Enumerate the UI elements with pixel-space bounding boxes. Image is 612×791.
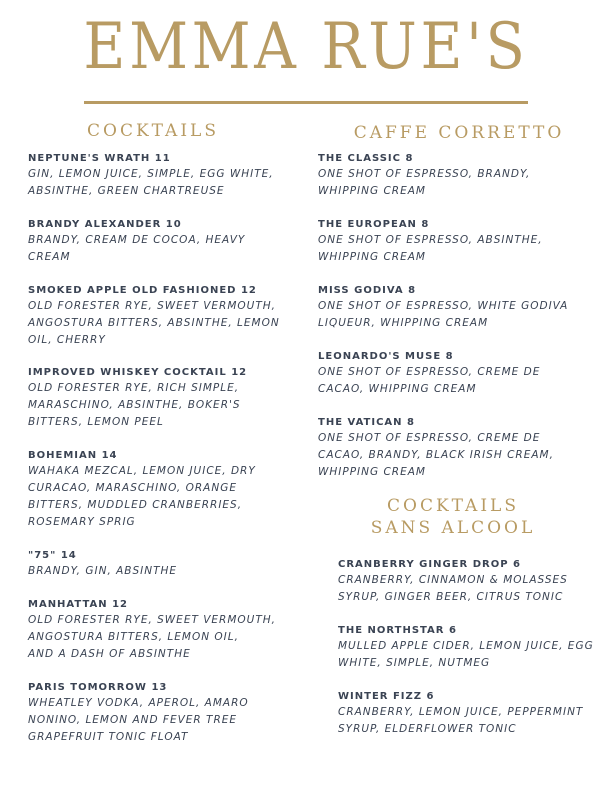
section-title-caffe-corretto: CAFFE CORRETTO: [353, 123, 565, 143]
menu-item: [28, 284, 280, 349]
menu-item: [338, 624, 594, 672]
item-name: MANHATTAN 12: [28, 599, 128, 610]
item-name: WINTER FIZZ 6: [338, 691, 435, 702]
item-description: CRANBERRY, CINNAMON & MOLASSES SYRUP, GINGER BEER, CITRUS TONIC: [338, 574, 568, 603]
item-description: ONE SHOT OF ESPRESSO, WHITE GODIVA LIQUEUR, WHIPPING CREAM: [318, 300, 569, 329]
item-description: GIN, LEMON JUICE, SIMPLE, EGG WHITE, ABSINTHE, GREEN CHARTREUSE: [28, 168, 274, 197]
item-name: SMOKED APPLE OLD FASHIONED 12: [28, 285, 257, 296]
item-name: BRANDY ALEXANDER 10: [28, 219, 182, 230]
section-title-cocktails: COCKTAILS: [87, 121, 219, 141]
item-description: OLD FORESTER RYE, SWEET VERMOUTH, ANGOSTURA BITTERS, ABSINTHE, LEMON OIL, CHERRY: [28, 300, 280, 346]
item-name: MISS GODIVA 8: [318, 285, 417, 296]
header-divider: [84, 101, 528, 104]
menu-item: [28, 598, 276, 663]
menu-item: [28, 449, 256, 531]
item-description: WAHAKA MEZCAL, LEMON JUICE, DRY CURACAO, MARASCHINO, ORANGE BITTERS, MUDDLED CRANBERRIES, ROSEMARY SPRIG: [28, 465, 256, 528]
item-description: CRANBERRY, LEMON JUICE, PEPPERMINT SYRUP, ELDERFLOWER TONIC: [338, 706, 584, 735]
item-name: IMPROVED WHISKEY COCKTAIL 12: [28, 367, 248, 378]
menu-item: [28, 218, 245, 266]
item-name: LEONARDO'S MUSE 8: [318, 351, 454, 362]
menu-item: [318, 218, 543, 266]
brand-logo: EMMA RUE'S: [83, 10, 529, 84]
item-name: "75" 14: [28, 550, 77, 561]
menu-item: [318, 284, 568, 332]
item-name: THE NORTHSTAR 6: [338, 625, 457, 636]
section-title-cocktails-sans-alcool: COCKTAILS SANS ALCOOL: [370, 496, 536, 538]
item-description: OLD FORESTER RYE, RICH SIMPLE, MARASCHINO, ABSINTHE, BOKER'S BITTERS, LEMON PEEL: [28, 382, 241, 428]
item-name: THE EUROPEAN 8: [318, 219, 430, 230]
item-name: NEPTUNE'S WRATH 11: [28, 153, 171, 164]
item-description: ONE SHOT OF ESPRESSO, BRANDY, WHIPPING CREAM: [318, 168, 531, 197]
item-name: BOHEMIAN 14: [28, 450, 118, 461]
item-name: PARIS TOMORROW 13: [28, 682, 168, 693]
item-description: ONE SHOT OF ESPRESSO, CREME DE CACAO, BRANDY, BLACK IRISH CREAM, WHIPPING CREAM: [318, 432, 554, 478]
menu-item: [318, 416, 554, 481]
menu-item: [28, 549, 177, 580]
item-description: WHEATLEY VODKA, APEROL, AMARO NONINO, LEMON AND FEVER TREE GRAPEFRUIT TONIC FLOAT: [28, 697, 249, 743]
menu-item: [28, 152, 274, 200]
item-description: OLD FORESTER RYE, SWEET VERMOUTH, ANGOSTURA BITTERS, LEMON OIL, AND A DASH OF ABSINTHE: [28, 614, 276, 660]
item-name: CRANBERRY GINGER DROP 6: [338, 559, 521, 570]
menu-item: [338, 558, 568, 606]
menu-item: [318, 350, 540, 398]
menu-item: [338, 690, 583, 738]
item-description: BRANDY, GIN, ABSINTHE: [28, 565, 178, 577]
item-description: MULLED APPLE CIDER, LEMON JUICE, EGG WHITE, SIMPLE, NUTMEG: [338, 640, 594, 669]
menu-item: [28, 366, 247, 431]
item-name: THE VATICAN 8: [318, 417, 415, 428]
menu-item: [28, 681, 249, 746]
menu-item: [318, 152, 530, 200]
item-description: ONE SHOT OF ESPRESSO, CREME DE CACAO, WHIPPING CREAM: [318, 366, 541, 395]
item-description: BRANDY, CREAM DE COCOA, HEAVY CREAM: [28, 234, 246, 263]
item-name: THE CLASSIC 8: [318, 153, 414, 164]
item-description: ONE SHOT OF ESPRESSO, ABSINTHE, WHIPPING CREAM: [318, 234, 543, 263]
